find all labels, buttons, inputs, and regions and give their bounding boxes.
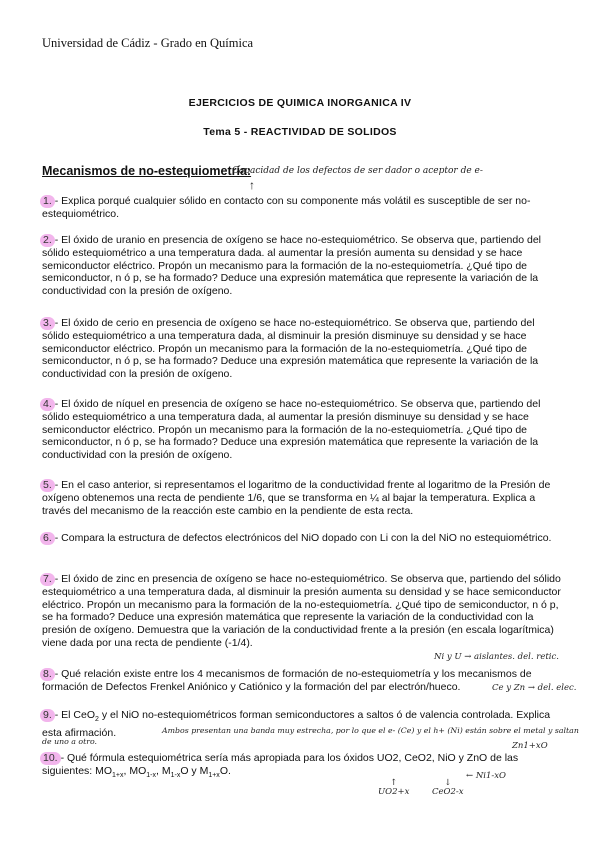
handwritten-arrow-icon: ↑ <box>249 178 255 192</box>
question-number: 10. <box>40 752 61 765</box>
subscript: 1+x <box>112 771 124 779</box>
handwritten-note-zn: Zn1+xO <box>512 741 548 751</box>
handwritten-arrow-icon: ↓ <box>444 778 452 788</box>
question-text: - Explica porqué cualquier sólido en contacto con su componente más volátil es susceptible de ser no-estequiométrico. <box>42 195 531 220</box>
question-text-e: O. <box>219 764 231 777</box>
question-5 <box>42 479 562 517</box>
question-number: 7. <box>40 573 55 586</box>
handwritten-arrow-icon: ↑ <box>390 778 398 788</box>
question-number: 1. <box>40 195 55 208</box>
question-text: - El óxido de níquel en presencia de oxígeno se hace no-estequiométrico. Se observa que, partiendo del sólido estequiométrico a una temperatura dada, al aumentar la presión disminuye su densidad y se hace semiconductor eléctrico. Propón un mecanismo para la formación de la no-estequiometría. ¿Qué tipo de semiconductor, n ó p, se ha formado? Deduce una expresión matemática que represente la variación de la conductividad con la presión de oxígeno. <box>42 398 541 462</box>
question-text-b: y el NiO no-estequiométricos forman semiconductores a saltos ó de valencia controlada. Explica esta afirmación. <box>42 709 551 739</box>
subscript: 1+x <box>208 771 220 779</box>
question-number: 2. <box>40 234 55 247</box>
handwritten-note-uo2 <box>378 779 409 797</box>
question-text-d: O y M <box>180 764 209 777</box>
question-text: - El óxido de uranio en presencia de oxígeno se hace no-estequiométrico. Se observa que, partiendo del sólido estequiométrico a una temperatura dada. al aumentar la presión aumenta su densidad y se hace semiconductor eléctrico. Propón un mecanismo para la formación de la no-estequiometría. ¿Qué tipo de semiconductor, n ó p, se ha formado? Deduce una expresión matemática que represente la variación de la conductividad con la presión de oxígeno. <box>42 234 541 298</box>
question-number: 4. <box>40 398 55 411</box>
question-number: 3. <box>40 317 55 330</box>
question-6 <box>42 532 562 545</box>
handwritten-note-q8: Ce y Zn → del. elec. <box>492 683 577 693</box>
question-3 <box>42 317 562 381</box>
question-text: - En el caso anterior, si representamos el logaritmo de la conductividad frente al logaritmo de la Presión de oxígeno obtenemos una recta de pendiente 1/6, que se transforma en ¼ al bajar la temperatura. Explica a través del mecanismo de la reacción este cambio en la pendiente de esta recta. <box>42 479 551 517</box>
question-text-b: , MO <box>123 764 147 777</box>
question-text: - El óxido de zinc en presencia de oxígeno se hace no-estequiométrico. Se observa que, partiendo del sólido estequiométrico a una temperatura dada, al disminuir la presión aumenta su densidad y se hace semiconductor eléctrico. Propón un mecanismo para la formación de la no-estequiometría. ¿Qué tipo de semiconductor, n ó p, se ha formado? Deduce una expresión matemática que represente la variación de la conductividad con la presión de oxígeno. Demuestra que la variación de la conductividad frente a la presión (en escala logarítmica) viene dada por una recta de pendiente (-1/4). <box>42 573 561 649</box>
handwritten-note-ceo2 <box>432 779 464 797</box>
document-subtitle: Tema 5 - REACTIVIDAD DE SOLIDOS <box>203 126 397 138</box>
question-8 <box>42 668 562 694</box>
handwritten-formula: CeO2-x <box>432 787 464 797</box>
handwritten-formula: UO2+x <box>378 787 410 797</box>
question-text: - Qué relación existe entre los 4 mecanismos de formación de no-estequiometría y los mecanismos de formación de Defectos Frenkel Aniónico y Catiónico y la formación del par electrón/hueco. <box>42 668 532 693</box>
handwritten-note-q9: Ambos presentan una banda muy estrecha, por lo que el e- (Ce) y el h+ (Ni) están sobre el metal y saltan de uno a otro. <box>42 726 579 746</box>
handwritten-note-ni: ← Ni1-xO <box>466 771 507 781</box>
handwritten-note-q7: Ni y U → aislantes. del. retic. <box>434 652 559 662</box>
question-text-a: - Qué fórmula estequiométrica sería más apropiada para los óxidos UO2, CeO2, NiO y ZnO de las siguientes: MO <box>42 752 519 777</box>
question-7 <box>42 573 562 650</box>
question-4 <box>42 398 562 462</box>
question-1 <box>42 195 562 221</box>
subscript: 2 <box>95 716 99 724</box>
question-number: 5. <box>40 479 55 492</box>
question-text-a: - El CeO <box>54 709 96 721</box>
question-text: - Compara la estructura de defectos electrónicos del NiO dopado con Li con la del NiO no estequiométrico. <box>54 532 552 544</box>
subscript: 1-x <box>146 771 156 779</box>
question-text: - El óxido de cerio en presencia de oxígeno se hace no-estequiométrico. Se observa que, partiendo del sólido estequiométrico a una temperatura dada, al disminuir la presión disminuye su densidad y se hace semiconductor eléctrico. Propón un mecanismo para la formación de la no-estequiometría. ¿Qué tipo de semiconductor, n ó p, se ha formado? Deduce una expresión matemática que represente la variación de la conductividad con la presión de oxígeno. <box>42 317 539 381</box>
university-header: Universidad de Cádiz - Grado en Química <box>42 36 254 50</box>
question-number: 6. <box>40 532 55 545</box>
handwritten-note-heading: Capacidad de los defectos de ser dador o aceptor de e- <box>232 166 483 176</box>
question-2 <box>42 234 562 298</box>
section-heading: Mecanismos de no-estequiometría: <box>42 164 252 178</box>
question-number: 8. <box>40 668 55 681</box>
document-title: EJERCICIOS DE QUIMICA INORGANICA IV <box>188 97 412 109</box>
subscript: 1-x <box>170 771 181 779</box>
question-text-c: , M <box>156 764 171 777</box>
question-number: 9. <box>40 709 55 722</box>
